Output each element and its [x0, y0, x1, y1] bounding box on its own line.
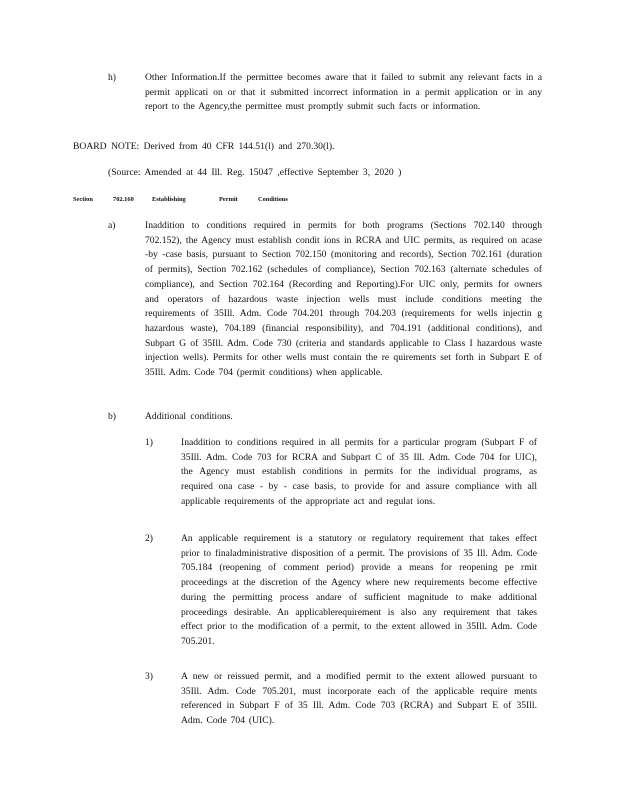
item-b3-label: 3) [145, 671, 153, 682]
section-title-conditions: Conditions [258, 196, 288, 203]
item-h-label: h) [108, 72, 116, 83]
item-h-paragraph: Other Information.If the permittee becomes aware that it failed to submit any relevant facts in a permit applicati on or that it submitted incorrect information in a permit application or in any report to the Agency,the permittee must promptly submit such facts or information. [145, 72, 542, 113]
item-a-label: a) [108, 220, 116, 231]
section-title-establishing: Establishing [152, 196, 186, 203]
section-number: 702.160 [113, 196, 134, 203]
item-b2-paragraph: An applicable requirement is a statutory or regulatory requirement that takes effect prior to finaladministrative disposition of a permit. The provisions of 35 Ill. Adm. Code 705.184 (reopening of comment period) provide a means for reopening pe rmit proceedings at the discretion of the Agency where new requirements become effective during the permitting process andare of sufficient magnitude to make additional proceedings desirable. An applicablerequirement is also any requirement that takes effect prior to the modification of a permit, to the extent allowed in 35Ill. Adm. Code 705.201. [181, 533, 537, 647]
section-title-permit: Permit [219, 196, 238, 203]
item-b-heading: Additional conditions. [145, 411, 233, 422]
item-b2-label: 2) [145, 533, 153, 544]
board-note: BOARD NOTE: Derived from 40 CFR 144.51(l) and 270.30(l). [73, 141, 335, 152]
section-word: Section [73, 196, 93, 203]
item-b3-paragraph: A new or reissued permit, and a modified permit to the extent allowed pursuant to 35Ill. Adm. Code 705.201, must incorporate each of the applicable require ments referenced in Subpart F of 35 Ill. Adm. Code 703 (RCRA) and Subpart E of 35Ill. Adm. Code 704 (UIC). [181, 671, 537, 727]
item-b1-paragraph: Inaddition to conditions required in all permits for a particular program (Subpart F of 35Ill. Adm. Code 703 for RCRA and Subpart C of 35 Ill. Adm. Code 704 for UIC), the Agency must establish conditions in permits for the individual programs, as required ona case - by - case basis, to provide for and assure compliance with all applicable requirements of the appropriate act and regulat ions. [181, 437, 537, 507]
source-note: (Source: Amended at 44 Ill. Reg. 15047 ,effective September 3, 2020 ) [108, 167, 402, 178]
item-a-paragraph: Inaddition to conditions required in permits for both programs (Sections 702.140 through 702.152), the Agency must establish condit ions in RCRA and UIC permits, as required on acase -by -case basis, pursuant to Section 702.150 (monitoring and records), Section 702.161 (duration of permits), Section 702.162 (schedules of compliance), Section 702.163 (alternate schedules of compliance), and Section 702.164 (Recording and Reporting).For UIC only, permits for owners and operators of hazardous waste injection wells must include conditions meeting the requirements of 35Ill. Adm. Code 704.201 through 704.203 (requirements for wells injectin g hazardous waste), 704.189 (financial responsibility), and 704.191 (additional conditions), and Subpart G of 35Ill. Adm. Code 730 (criteria and standards applicable to Class I hazardous waste injection wells). Permits for other wells must contain the re quirements set forth in Subpart E of 35Ill. Adm. Code 704 (permit conditions) when applicable. [145, 220, 542, 379]
item-b-label: b) [108, 411, 116, 422]
item-b1-label: 1) [145, 437, 153, 448]
